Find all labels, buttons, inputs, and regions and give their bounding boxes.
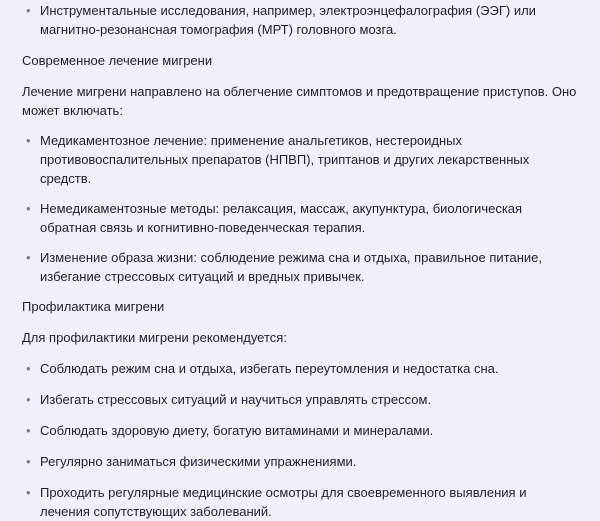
list-item-text: Изменение образа жизни: соблюдение режима сна и отдыха, правильное питание, избегание стрессовых ситуаций и вредных привычек. <box>40 250 542 284</box>
list-item <box>22 452 578 471</box>
list-item-text: Инструментальные исследования, например, электроэнцефалография (ЭЭГ) или магнитно-резонансная томография (МРТ) головного мозга. <box>40 3 536 37</box>
bullet-icon: • <box>26 423 31 438</box>
list-item-text: Проходить регулярные медицинские осмотры для своевременного выявления и лечения сопутствующих заболеваний. <box>40 485 527 519</box>
list-item-text: Избегать стрессовых ситуаций и научиться управлять стрессом. <box>40 392 432 407</box>
bullet-icon: • <box>26 250 31 265</box>
prevention-intro: Для профилактики мигрени рекомендуется: <box>22 330 287 345</box>
bullet-icon: • <box>26 201 31 216</box>
list-item-text: Медикаментозное лечение: применение анальгетиков, нестероидных противовоспалительных препаратов (НПВП), триптанов и других лекарственных средств. <box>40 133 530 186</box>
prevention-list <box>22 359 578 521</box>
list-item-text: Регулярно заниматься физическими упражнениями. <box>40 454 357 469</box>
list-item <box>22 1 578 39</box>
list-item <box>22 359 578 378</box>
list-item <box>22 131 578 188</box>
bullet-icon: • <box>26 3 31 18</box>
treatment-list <box>22 131 578 286</box>
list-item <box>22 483 578 521</box>
diagnostics-list <box>22 1 578 39</box>
prevention-heading: Профилактика мигрени <box>22 299 165 314</box>
list-item-text: Соблюдать режим сна и отдыха, избегать переутомления и недостатка сна. <box>40 361 499 376</box>
bullet-icon: • <box>26 361 31 376</box>
list-item-text: Немедикаментозные методы: релаксация, массаж, акупунктура, биологическая обратная связь и когнитивно-поведенческая терапия. <box>40 201 523 235</box>
treatment-intro: Лечение мигрени направлено на облегчение симптомов и предотвращение приступов. Оно может включать: <box>22 84 577 118</box>
list-item <box>22 421 578 440</box>
bullet-icon: • <box>26 392 31 407</box>
list-item <box>22 248 578 286</box>
list-item <box>22 199 578 237</box>
treatment-heading: Современное лечение мигрени <box>22 53 213 68</box>
bullet-icon: • <box>26 133 31 148</box>
list-item <box>22 390 578 409</box>
list-item-text: Соблюдать здоровую диету, богатую витаминами и минералами. <box>40 423 434 438</box>
bullet-icon: • <box>26 454 31 469</box>
answer-content <box>0 1 600 518</box>
bullet-icon: • <box>26 485 31 500</box>
